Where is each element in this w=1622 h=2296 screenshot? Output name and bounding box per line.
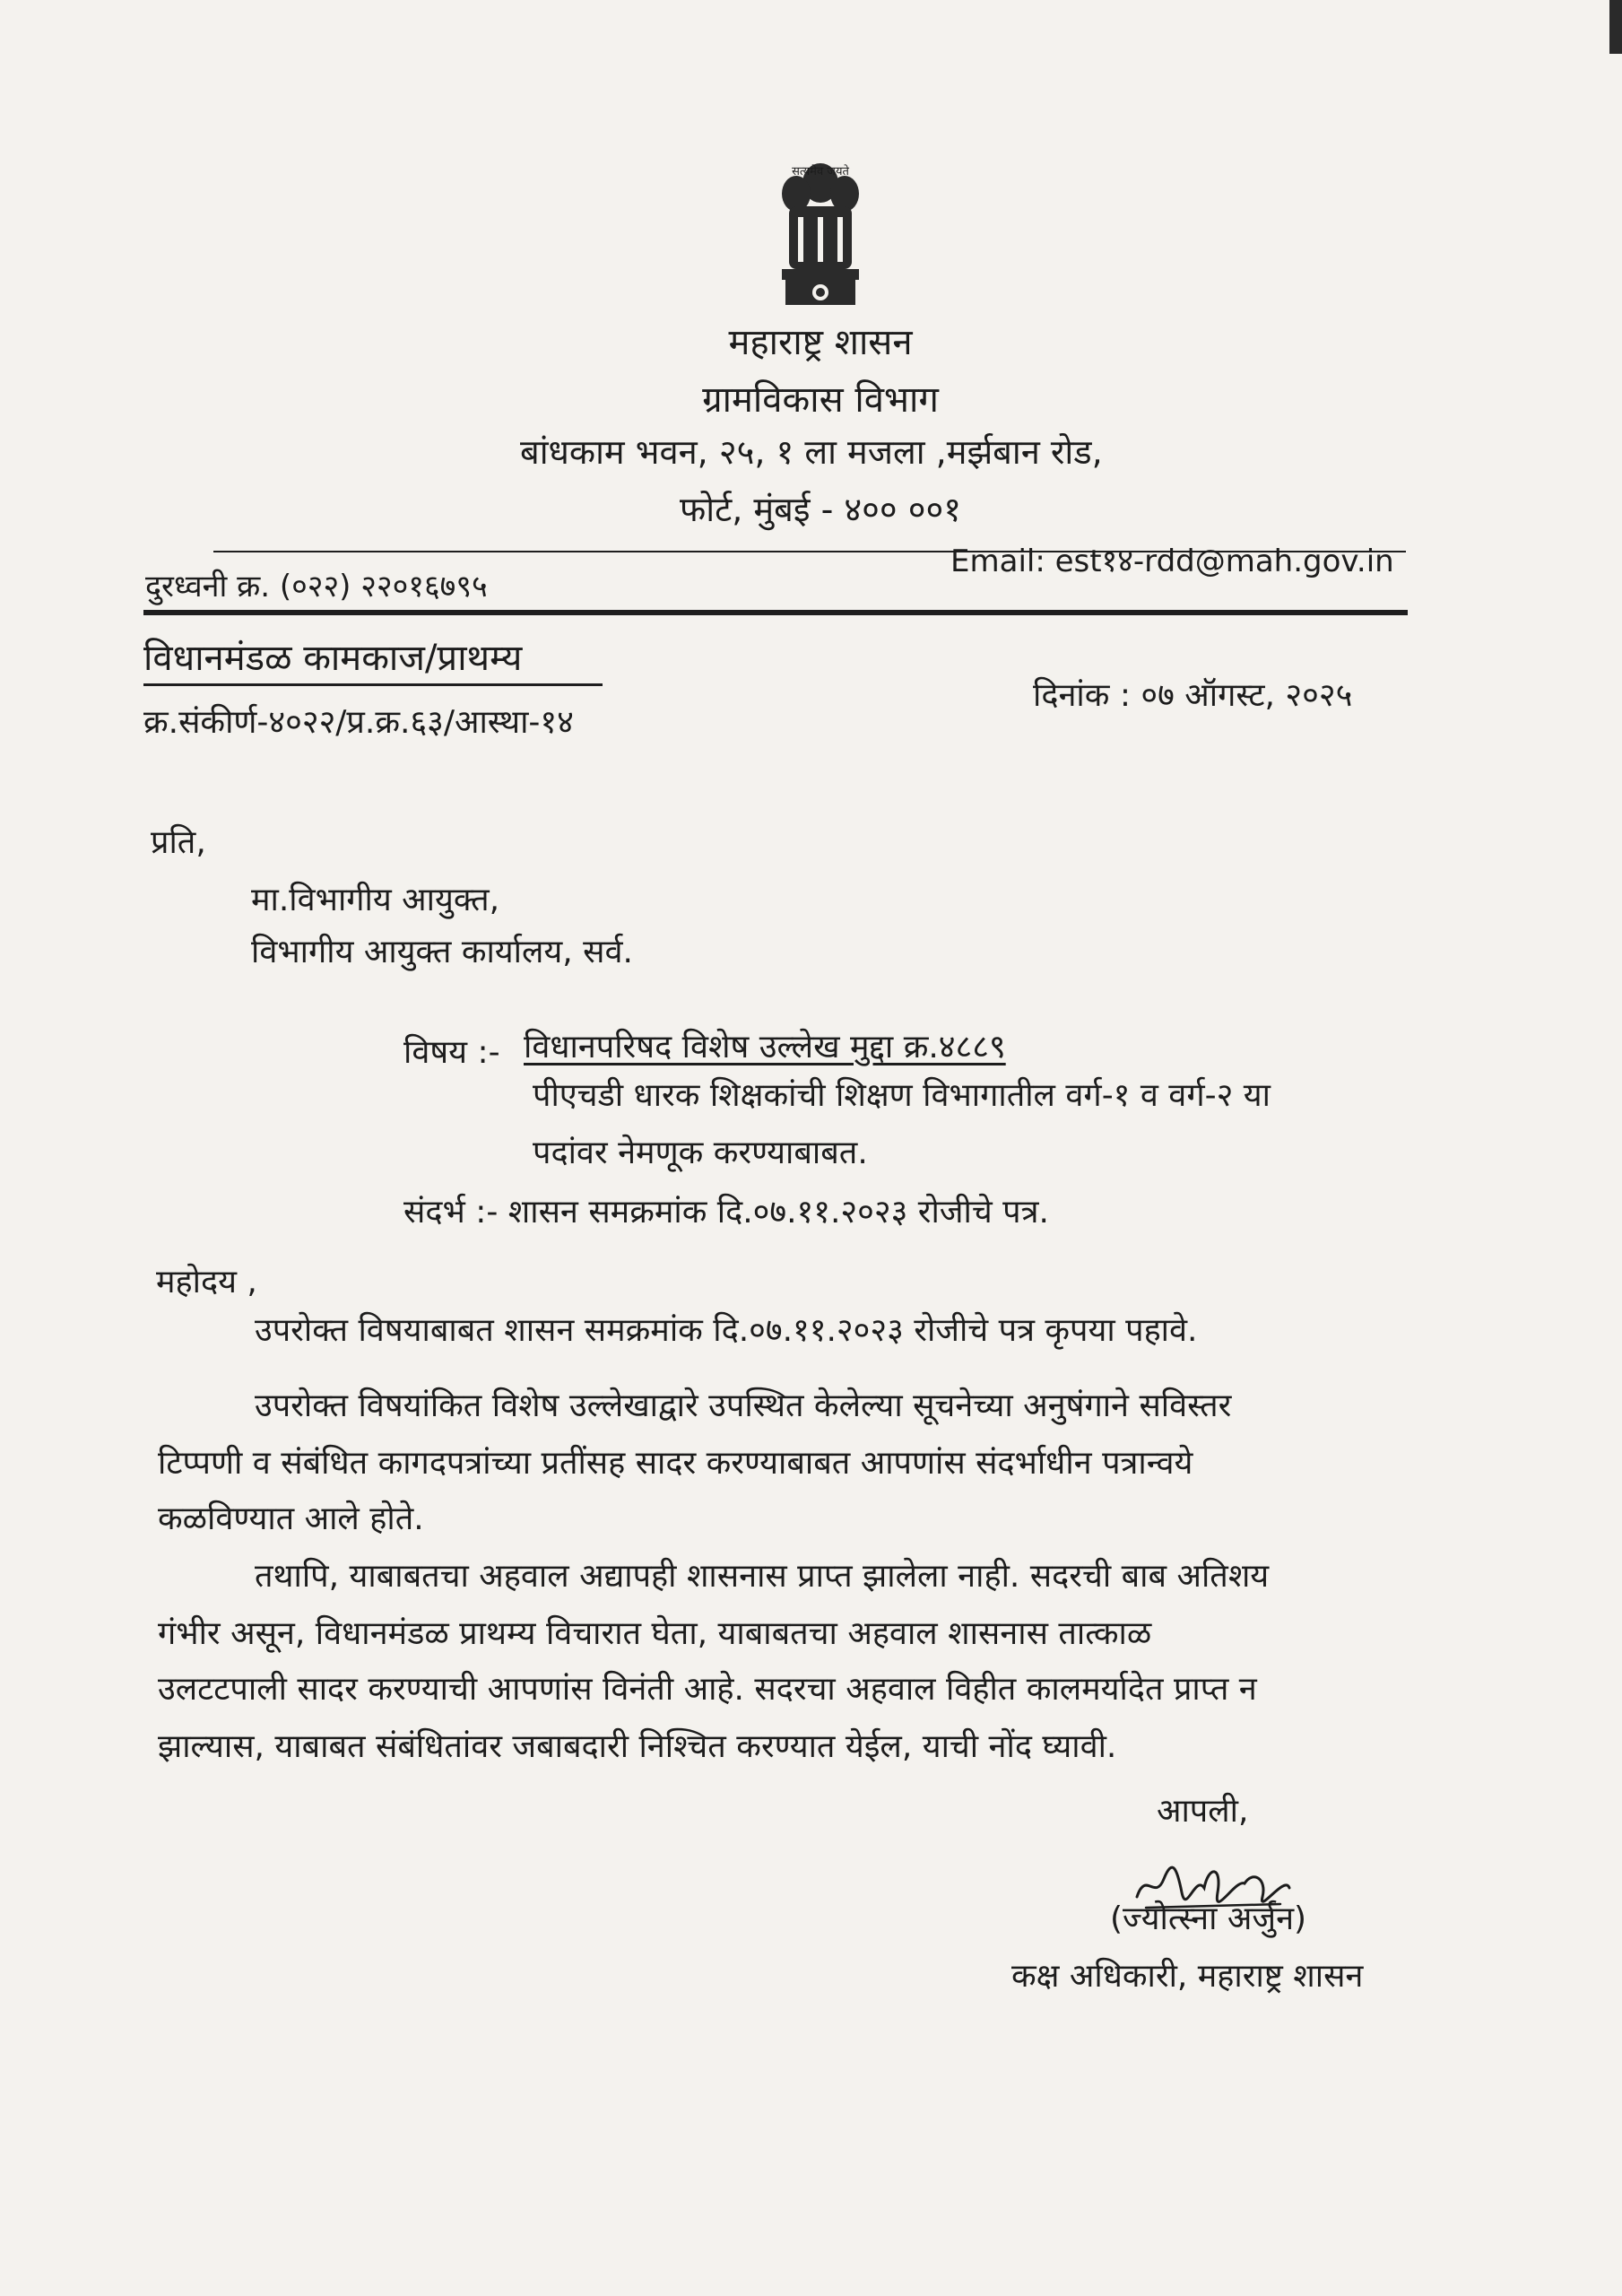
body-paragraph-2-line2: टिप्पणी व संबंधित कागदपत्रांच्या प्रतींसह सादर करण्याबाबत आपणांस संदर्भाधीन पत्रान्वये [158, 1445, 1193, 1482]
body-paragraph-2-line3: कळविण्यात आले होते. [158, 1500, 424, 1537]
prati-label: प्रति, [151, 824, 206, 861]
body-paragraph-1: उपरोक्त विषयाबाबत शासन समक्रमांक दि.०७.११.२०२३ रोजीचे पत्र कृपया पहावे. [255, 1312, 1198, 1349]
letter-heading: विधानमंडळ कामकाज/प्राथम्य [143, 638, 523, 679]
body-paragraph-3-line4: झाल्यास, याबाबत संबंधितांवर जबाबदारी निश्चित करण्यात येईल, याची नोंद घ्यावी. [158, 1728, 1117, 1765]
header-rule-thick [143, 610, 1408, 615]
addressee-line1: मा.विभागीय आयुक्त, [251, 882, 500, 918]
body-paragraph-3-line3: उलटटपाली सादर करण्याची आपणांस विनंती आहे. सदरचा अहवाल विहीत कालमर्यादेत प्राप्त न [158, 1671, 1257, 1708]
heading-underline [143, 683, 603, 686]
address-city: फोर्ट, मुंबई - ४०० ००१ [679, 490, 962, 529]
org-name: महाराष्ट्र शासन [728, 322, 913, 363]
reference-number: क्र.संकीर्ण-४०२२/प्र.क्र.६३/आस्था-१४ [143, 704, 574, 741]
closing-text: आपली, [1157, 1793, 1249, 1830]
subject-line3: पदांवर नेमणूक करण्याबाबत. [533, 1135, 868, 1171]
scan-edge [1609, 0, 1622, 54]
state-emblem-icon [771, 154, 870, 334]
subject-reference: संदर्भ :- शासन समक्रमांक दि.०७.११.२०२३ रोजीचे पत्र. [403, 1194, 1049, 1231]
emblem-motto: सत्यमेव जयते [792, 165, 849, 178]
department-name: ग्रामविकास विभाग [702, 379, 939, 421]
phone-text: दुरध्वनी क्र. (०२२) २२०१६७९५ [145, 569, 488, 604]
address-line: बांधकाम भवन, २५, १ ला मजला ,मर्झबान रोड, [520, 432, 1103, 472]
subject-label: विषय :- [403, 1034, 500, 1071]
subject-line2: पीएचडी धारक शिक्षकांची शिक्षण विभागातील वर्ग-१ व वर्ग-२ या [533, 1077, 1271, 1114]
body-paragraph-2-line1: उपरोक्त विषयांकित विशेष उल्लेखाद्वारे उपस्थित केलेल्या सूचनेच्या अनुषंगाने सविस्तर [255, 1387, 1232, 1424]
signatory-designation: कक्ष अधिकारी, महाराष्ट्र शासन [1011, 1958, 1364, 1995]
body-paragraph-3-line1: तथापि, याबाबतचा अहवाल अद्यापही शासनास प्राप्त झालेला नाही. सदरची बाब अतिशय [255, 1558, 1270, 1595]
subject-title: विधानपरिषद विशेष उल्लेख मुद्दा क्र.४८८९ [524, 1029, 1006, 1065]
letter-date: दिनांक : ०७ ऑगस्ट, २०२५ [1033, 677, 1353, 714]
email-text: Email: est१४-rdd@mah.gov.in [950, 544, 1394, 579]
addressee-line2: विभागीय आयुक्त कार्यालय, सर्व. [251, 934, 633, 970]
body-paragraph-3-line2: गंभीर असून, विधानमंडळ प्राथम्य विचारात घेता, याबाबतचा अहवाल शासनास तात्काळ [158, 1615, 1152, 1652]
signatory-name: (ज्योत्स्ना अर्जुन) [1110, 1900, 1307, 1937]
salutation: महोदय , [156, 1264, 257, 1300]
